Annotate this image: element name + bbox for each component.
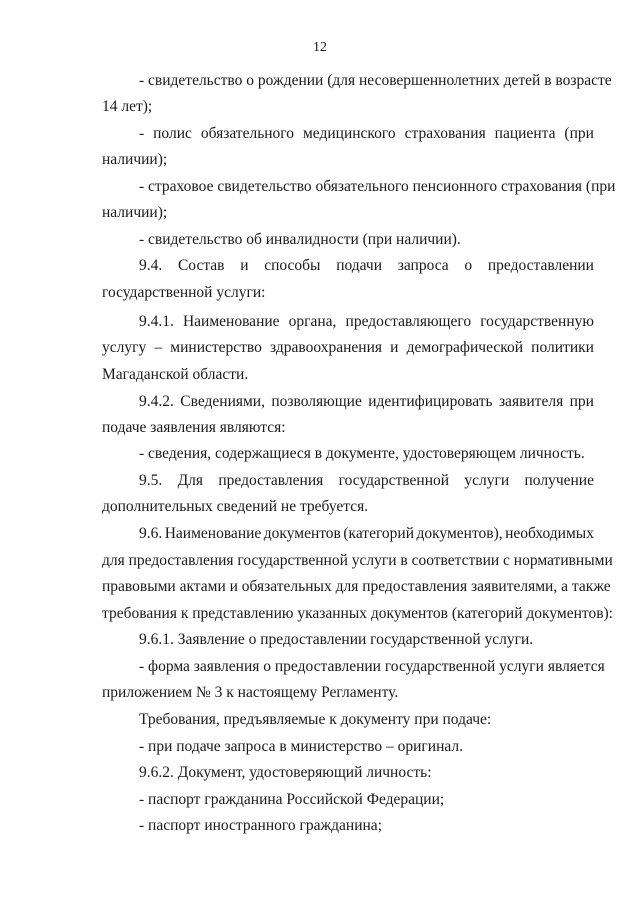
text-word: позволяющие bbox=[271, 393, 362, 410]
text-line-justified bbox=[139, 257, 594, 275]
text-word: услуги bbox=[464, 472, 510, 489]
text-word: страхования bbox=[404, 125, 486, 142]
text-line-justified bbox=[139, 525, 594, 543]
text-word: способы bbox=[264, 257, 321, 274]
text-line: 9.6.1. Заявление о предоставлении государственной услуги. bbox=[139, 631, 534, 648]
text-line: Требования, предъявляемые к документу при подаче: bbox=[139, 711, 492, 728]
text-word: Для bbox=[177, 472, 204, 489]
text-word: предоставляющего bbox=[345, 313, 472, 330]
text-word: и bbox=[390, 339, 399, 356]
text-word: Наименование bbox=[182, 313, 280, 330]
text-word: (категорий bbox=[343, 525, 415, 542]
text-word: органа, bbox=[288, 313, 337, 330]
text-word: получение bbox=[524, 472, 594, 489]
text-word: обязательного bbox=[200, 125, 295, 142]
text-line: подаче заявления являются: bbox=[102, 419, 286, 436]
text-word: – bbox=[154, 339, 163, 356]
text-word: подачи bbox=[336, 257, 383, 274]
text-line-justified bbox=[139, 472, 594, 490]
text-word: услугу bbox=[102, 339, 147, 356]
text-line: дополнительных сведений не требуется. bbox=[102, 498, 369, 515]
text-line: наличии); bbox=[102, 151, 168, 168]
text-line: государственной услуги: bbox=[102, 284, 266, 301]
text-word: при bbox=[569, 393, 594, 410]
page-number: 12 bbox=[313, 40, 327, 55]
text-line: - форма заявления о предоставлении государственной услуги является bbox=[139, 658, 605, 675]
text-word: политики bbox=[531, 339, 594, 356]
text-word: (при bbox=[564, 125, 594, 142]
text-line: 14 лет); bbox=[102, 98, 153, 115]
text-word: о bbox=[464, 257, 473, 274]
text-word: предоставлении bbox=[487, 257, 594, 274]
text-word: государственную bbox=[480, 313, 594, 330]
text-line: - при подаче запроса в министерство – оригинал. bbox=[139, 738, 464, 755]
text-line: Магаданской области. bbox=[102, 366, 249, 383]
text-word: полис bbox=[153, 125, 192, 142]
text-word: государственной bbox=[338, 472, 450, 489]
text-word: документов), bbox=[416, 525, 503, 542]
text-word: документов bbox=[263, 525, 341, 542]
text-word: Сведениями, bbox=[180, 393, 265, 410]
text-line: - сведения, содержащиеся в документе, удостоверяющем личность. bbox=[139, 445, 585, 462]
text-word: запроса bbox=[397, 257, 449, 274]
text-line: для предоставления государственной услуги в соответствии с нормативными bbox=[102, 552, 613, 569]
text-word: и bbox=[240, 257, 249, 274]
text-line: - свидетельство об инвалидности (при наличии). bbox=[139, 231, 461, 248]
text-line: - свидетельство о рождении (для несовершеннолетних детей в возрасте bbox=[139, 72, 612, 89]
text-line-justified bbox=[139, 393, 594, 411]
text-word: 9.5. bbox=[139, 472, 163, 489]
text-line: требования к представлению указанных документов (категорий документов): bbox=[102, 605, 613, 622]
text-word: 9.4.1. bbox=[139, 313, 174, 330]
text-word: Состав bbox=[177, 257, 225, 274]
text-word: Наименование bbox=[164, 525, 262, 542]
text-line: приложением № 3 к настоящему Регламенту. bbox=[102, 684, 399, 701]
text-word: идентифицировать bbox=[368, 393, 493, 410]
text-line-justified bbox=[139, 125, 594, 143]
text-word: - bbox=[139, 125, 145, 142]
text-line: правовыми актами и обязательных для предоставления заявителями, а также bbox=[102, 578, 611, 595]
text-word: заявителя bbox=[498, 393, 564, 410]
text-line: - страховое свидетельство обязательного пенсионного страхования (при bbox=[139, 178, 616, 195]
text-word: здравоохранения bbox=[270, 339, 383, 356]
text-line: наличии); bbox=[102, 204, 168, 221]
text-word: демографической bbox=[406, 339, 524, 356]
text-word: медицинского bbox=[303, 125, 396, 142]
text-word: 9.6. bbox=[139, 525, 163, 542]
text-word: 9.4.2. bbox=[139, 393, 174, 410]
text-line: 9.6.2. Документ, удостоверяющий личность: bbox=[139, 764, 432, 781]
text-word: необходимых bbox=[505, 525, 594, 542]
text-word: министерство bbox=[170, 339, 262, 356]
text-line: - паспорт гражданина Российской Федерации; bbox=[139, 791, 445, 808]
text-word: предоставления bbox=[218, 472, 324, 489]
text-word: пациента bbox=[494, 125, 556, 142]
text-line-justified bbox=[139, 313, 594, 331]
text-line: - паспорт иностранного гражданина; bbox=[139, 817, 382, 834]
text-word: 9.4. bbox=[139, 257, 163, 274]
text-line-justified bbox=[102, 339, 594, 357]
